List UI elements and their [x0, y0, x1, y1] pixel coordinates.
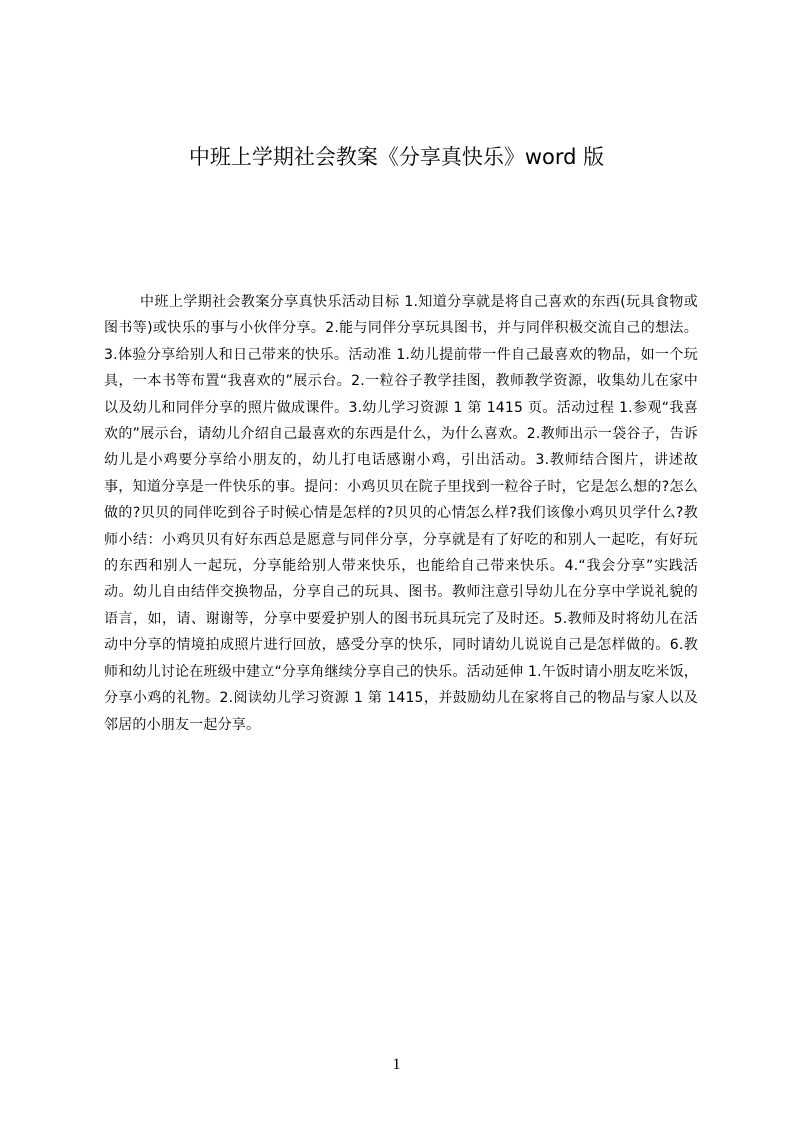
- document-title: 中班上学期社会教案《分享真快乐》word 版: [188, 145, 605, 169]
- document-body-paragraph: 中班上学期社会教案分享真快乐活动目标 1.知道分享就是将自己喜欢的东西(玩具食物或图书等)或快乐的事与小伙伴分享。2.能与同伴分享玩具图书，并与同伴积极交流自己的想法。3.体验分享给别人和日己带来的快乐。活动准 1.幼儿提前带一件自己最喜欢的物品，如一个玩具，一本书等布置“我喜欢的”展示台。2.一粒谷子教学挂图，教师教学资源，收集幼儿在家中以及幼儿和同伴分享的照片做成课件。3.幼儿学习资源 1 第 1415 页。活动过程 1.参观“我喜欢的”展示台，请幼儿介绍自己最喜欢的东西是什么，为什么喜欢。2.教师出示一袋谷子，告诉幼儿是小鸡要分享给小朋友的，幼儿打电话感谢小鸡，引出活动。3.教师结合图片，讲述故事，知道分享是一件快乐的事。提问：小鸡贝贝在院子里找到一粒谷子时，它是怎么想的?怎么做的?贝贝的同伴吃到谷子时候心情是怎样的?贝贝的心情怎么样?我们该像小鸡贝贝学什么?教师小结：小鸡贝贝有好东西总是愿意与同伴分享，分享就是有了好吃的和别人一起吃，有好玩的东西和别人一起玩，分享能给别人带来快乐，也能给自己带来快乐。4.“我会分享”实践活动。幼儿自由结伴交换物品，分享自己的玩具、图书。教师注意引导幼儿在分享中学说礼貌的语言，如，请、谢谢等，分享中要爱护别人的图书玩具玩完了及时还。5.教师及时将幼儿在活动中分享的情境拍成照片进行回放，感受分享的快乐，同时请幼儿说说自己是怎样做的。6.教师和幼儿讨论在班级中建立“分享角继续分享自己的快乐。活动延伸 1.午饭时请小朋友吃米饭，分享小鸡的礼物。2.阅读幼儿学习资源 1 第 1415，并鼓励幼儿在家将自己的物品与家人以及邻居的小朋友一起分享。: [104, 294, 698, 733]
- page-number: 1: [392, 1056, 401, 1073]
